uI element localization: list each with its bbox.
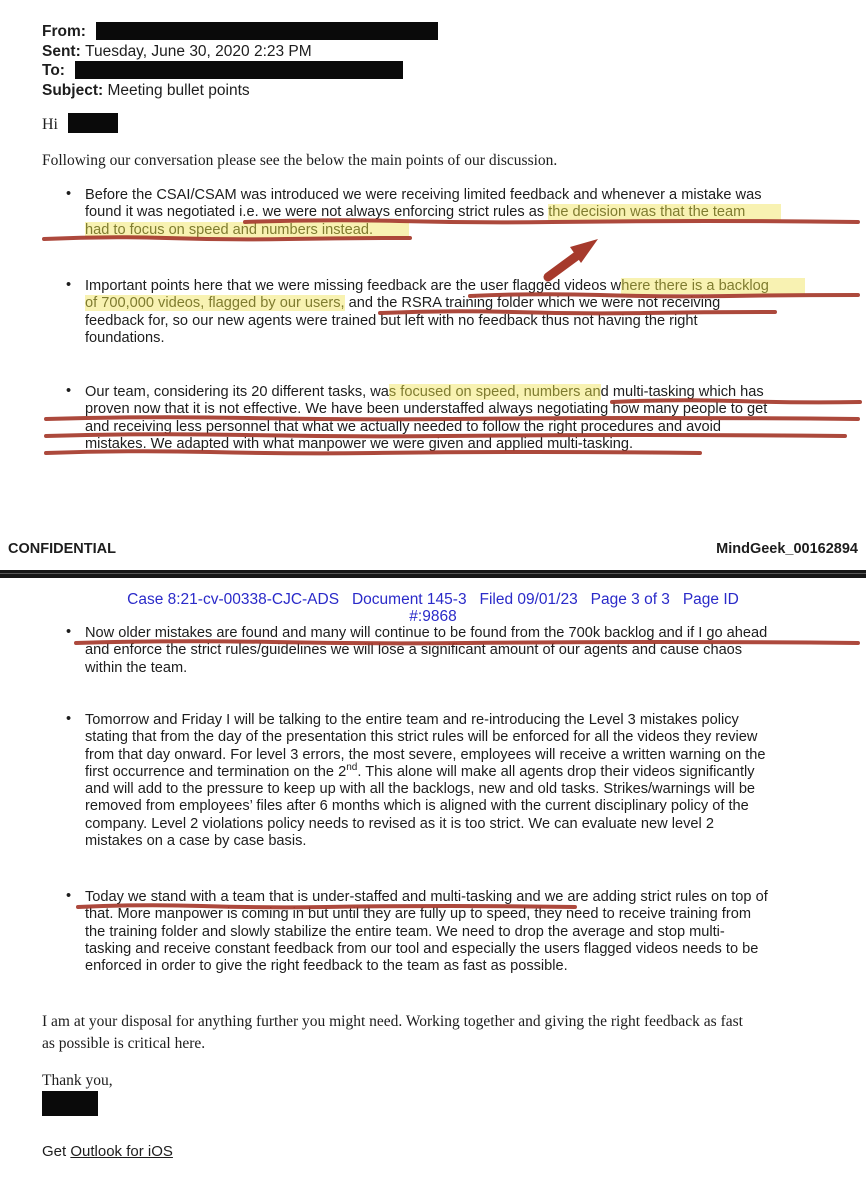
- document-footer-row: [8, 541, 858, 557]
- body-text: and will add to the pressure to keep up with all the backlogs, new and old tasks. Strikes/warnings will be: [85, 781, 756, 798]
- text-line: [85, 941, 866, 958]
- body-text: Tomorrow and Friday I will be talking to the entire team and re-introducing the Level 3 mistakes policy: [85, 712, 739, 728]
- to-label: To:: [42, 62, 70, 79]
- text-line: [85, 781, 866, 798]
- body-text: that. More manpower is coming in but until they are fully up to speed, they need to receive training from: [85, 906, 751, 923]
- confidential-stamp: CONFIDENTIAL: [8, 541, 116, 557]
- body-text: the training folder and slowly stabilize the entire team. We need to drop the average and stop multi-: [85, 923, 725, 940]
- redaction-box-name: [68, 113, 118, 133]
- body-text: and enforce the strict rules/guidelines we will lose a significant amount of our agents and cause chaos: [85, 642, 743, 659]
- redaction-bar-from: [96, 22, 438, 40]
- court-caption-line2: #:9868: [409, 608, 457, 625]
- text-line: [85, 833, 866, 850]
- body-text: stating that from the day of the presentation this strict rules will be enforced for all the videos they review: [85, 729, 758, 746]
- body-text: company. Level 2 violations policy needs to revised as it is too strict. We can evaluate new level 2: [85, 815, 714, 832]
- red-arrow-annotation: [548, 239, 598, 277]
- bullet-item: [85, 889, 866, 975]
- email-header: [42, 22, 438, 100]
- body-text: and receiving less personnel that what we actually needed to follow the right procedures and avoid: [85, 418, 722, 435]
- body-text: first occurrence and termination on the 2: [85, 763, 347, 780]
- text-line: [85, 924, 866, 941]
- text-line: [85, 419, 866, 436]
- court-caption-line1: Case 8:21-cv-00338-CJC-ADS Document 145-3 Filed 09/01/23 Page 3 of 3 Page ID: [127, 591, 739, 608]
- outlook-prefix: Get: [42, 1143, 71, 1160]
- signoff-text: Thank you,: [42, 1072, 113, 1089]
- sent-line: [42, 42, 438, 62]
- text-line: [85, 625, 866, 642]
- highlighted-text: had to focus on speed and numbers instead.: [85, 222, 409, 238]
- sent-value: Tuesday, June 30, 2020 2:23 PM: [85, 42, 312, 60]
- outlook-link[interactable]: Outlook for iOS: [70, 1143, 173, 1160]
- text-line: [85, 660, 866, 677]
- body-text: . This alone will make all agents drop their videos significantly: [357, 763, 755, 780]
- text-line: [85, 278, 866, 295]
- highlighted-text: of 700,000 videos, flagged by our users,: [85, 295, 345, 312]
- outlook-footer: [42, 1143, 173, 1160]
- text-line: [85, 798, 866, 815]
- text-line: [85, 889, 866, 906]
- text-line: [85, 313, 866, 330]
- body-text: and the RSRA training folder which we were not receiving: [344, 295, 721, 312]
- highlighted-text: the decision was that the team: [548, 204, 781, 220]
- body-text: Now older mistakes are found and many will continue to be found from the 700k backlog and if I go ahead: [85, 625, 768, 641]
- text-line: [85, 222, 866, 239]
- text-line: [85, 816, 866, 833]
- text-line: [85, 764, 866, 781]
- intro-paragraph: Following our conversation please see the below the main points of our discussion.: [42, 152, 558, 169]
- body-text: proven now that it is not effective. We have been understaffed always negotiating how many people to get: [85, 401, 768, 418]
- text-line: [85, 958, 866, 975]
- body-text: Today we stand with a team that is under-staffed and multi-tasking and we are adding strict rules on top of: [85, 889, 768, 905]
- bullet-item: [85, 187, 866, 239]
- redaction-bar-to: [75, 61, 403, 79]
- highlighted-text: here there is a backlog: [621, 278, 805, 294]
- text-line: [85, 187, 866, 204]
- text-line: [85, 642, 866, 659]
- body-text: Our team, considering its 20 different tasks, wa: [85, 384, 389, 400]
- bullet-item: [85, 278, 866, 347]
- text-line: [85, 204, 866, 221]
- body-text: Important points here that we were missing feedback are the user flagged videos w: [85, 278, 622, 294]
- bullet-item: [85, 712, 866, 850]
- subject-value: Meeting bullet points: [107, 81, 250, 99]
- text-line: [85, 401, 866, 418]
- court-caption: [0, 591, 866, 625]
- body-text: within the team.: [85, 659, 188, 676]
- body-text: mistakes. We adapted with what manpower we were given and applied multi-tasking.: [85, 435, 634, 452]
- closing-paragraph: [42, 1011, 743, 1054]
- closing-line2: as possible is critical here.: [42, 1034, 206, 1052]
- from-label: From:: [42, 23, 91, 40]
- body-text: Before the CSAI/CSAM was introduced we were receiving limited feedback and whenever a mistake was: [85, 187, 762, 203]
- greeting-text: Hi: [42, 116, 58, 133]
- body-text: found it was negotiated i.e. we were not always enforcing strict rules as: [85, 204, 549, 221]
- text-line: [85, 436, 866, 453]
- greeting-line: [42, 113, 118, 134]
- text-line: [85, 330, 866, 347]
- body-text: from that day onward. For level 3 errors, the most severe, employees will receive a written warning on the: [85, 746, 766, 763]
- body-text: enforced in order to give the right feedback to the team as fast as possible.: [85, 958, 568, 975]
- from-line: [42, 22, 438, 42]
- closing-line1: I am at your disposal for anything further you might need. Working together and giving the right feedback as fast: [42, 1013, 743, 1030]
- text-line: [85, 384, 866, 401]
- bullet-item: [85, 384, 866, 453]
- sent-label: Sent:: [42, 42, 86, 60]
- body-text: tasking and receive constant feedback from our tool and especially the users flagged videos needs to be: [85, 940, 759, 957]
- text-line: [85, 729, 866, 746]
- text-line: [85, 747, 866, 764]
- subject-line: [42, 81, 438, 101]
- subject-label: Subject:: [42, 81, 108, 99]
- redaction-box-signature: [42, 1091, 98, 1116]
- body-text: feedback for, so our new agents were trained but left with no feedback thus not having the right: [85, 312, 698, 329]
- body-text: mistakes on a case by case basis.: [85, 833, 307, 850]
- body-text: foundations.: [85, 329, 165, 346]
- highlighted-text: s focused on speed, numbers an: [388, 384, 601, 400]
- body-text: nd: [346, 762, 358, 774]
- body-text: d multi-tasking which has: [600, 384, 764, 400]
- body-text: removed from employees’ files after 6 months which is aligned with the current disciplinary policy of the: [85, 798, 749, 815]
- bates-number: MindGeek_00162894: [716, 541, 858, 557]
- page-break-divider: [0, 570, 866, 578]
- to-line: [42, 61, 438, 81]
- text-line: [85, 906, 866, 923]
- bullet-item: [85, 625, 866, 677]
- text-line: [85, 295, 866, 312]
- text-line: [85, 712, 866, 729]
